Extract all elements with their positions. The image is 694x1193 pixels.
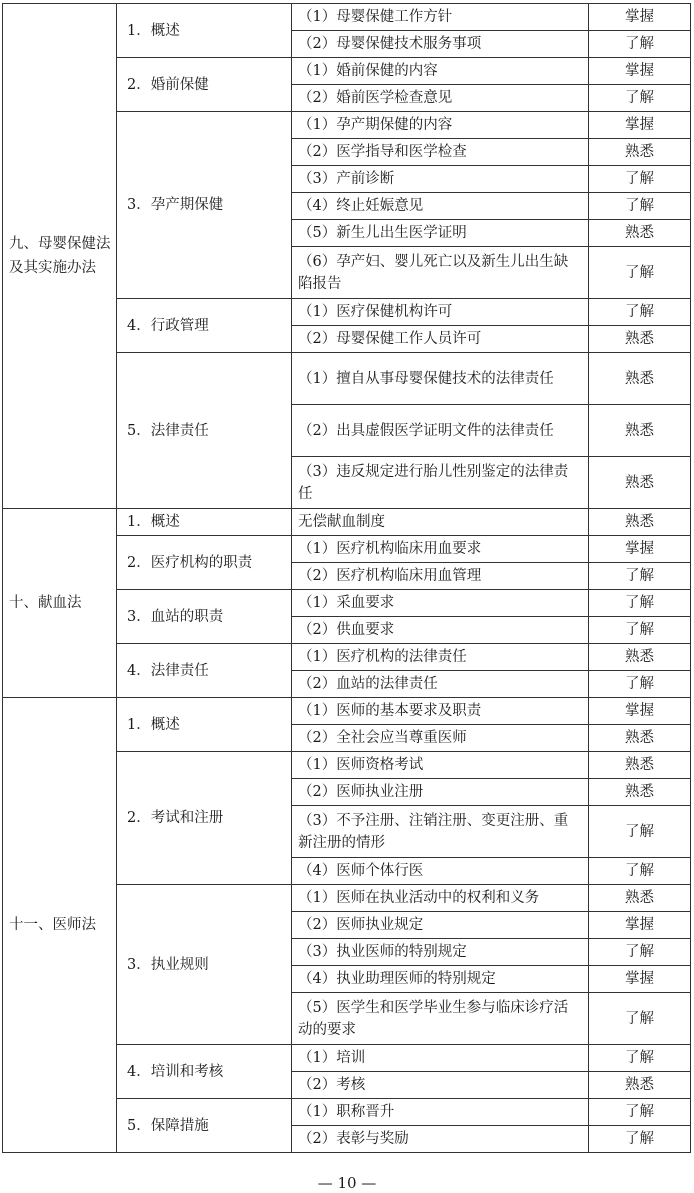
item-text: （1）孕产期保健的内容 — [292, 112, 589, 139]
section-title: 九、母婴保健法及其实施办法 — [3, 4, 117, 509]
requirement-level: 熟悉 — [589, 353, 691, 405]
item-text: （1）医疗保健机构许可 — [292, 299, 589, 326]
requirement-level: 了解 — [589, 671, 691, 698]
item-text: （2）考核 — [292, 1072, 589, 1099]
requirement-level: 熟悉 — [589, 885, 691, 912]
requirement-level: 熟悉 — [589, 220, 691, 247]
requirement-level: 了解 — [589, 563, 691, 590]
requirement-level: 了解 — [589, 1045, 691, 1072]
item-text: （5）医学生和医学毕业生参与临床诊疗活动的要求 — [292, 993, 589, 1045]
item-text: （2）供血要求 — [292, 617, 589, 644]
section-title: 十一、医师法 — [3, 698, 117, 1153]
group-title: 2．婚前保健 — [117, 58, 292, 112]
item-text: （1）医疗机构临床用血要求 — [292, 536, 589, 563]
section-title: 十、献血法 — [3, 509, 117, 698]
item-text: （1）婚前保健的内容 — [292, 58, 589, 85]
item-text: （2）医学指导和医学检查 — [292, 139, 589, 166]
requirement-level: 掌握 — [589, 58, 691, 85]
group-title: 1．概述 — [117, 698, 292, 752]
requirement-level: 掌握 — [589, 4, 691, 31]
requirement-level: 熟悉 — [589, 1072, 691, 1099]
item-text: （2）医师执业注册 — [292, 779, 589, 806]
requirement-level: 了解 — [589, 85, 691, 112]
requirement-level: 了解 — [589, 858, 691, 885]
requirement-level: 了解 — [589, 590, 691, 617]
requirement-level: 熟悉 — [589, 779, 691, 806]
requirement-level: 了解 — [589, 166, 691, 193]
requirement-level: 了解 — [589, 993, 691, 1045]
item-text: （2）母婴保健技术服务事项 — [292, 31, 589, 58]
item-text: （2）血站的法律责任 — [292, 671, 589, 698]
item-text: （2）表彰与奖励 — [292, 1126, 589, 1153]
syllabus-table — [2, 3, 691, 1153]
item-text: （4）执业助理医师的特别规定 — [292, 966, 589, 993]
table-row — [3, 4, 691, 31]
group-title: 1．概述 — [117, 509, 292, 536]
group-title: 1．概述 — [117, 4, 292, 58]
group-title: 3．执业规则 — [117, 885, 292, 1045]
requirement-level: 熟悉 — [589, 752, 691, 779]
item-text: （1）医师资格考试 — [292, 752, 589, 779]
table-row — [3, 698, 691, 725]
requirement-level: 掌握 — [589, 112, 691, 139]
item-text: （3）执业医师的特别规定 — [292, 939, 589, 966]
item-text: （1）职称晋升 — [292, 1099, 589, 1126]
requirement-level: 了解 — [589, 806, 691, 858]
item-text: （2）全社会应当尊重医师 — [292, 725, 589, 752]
requirement-level: 了解 — [589, 939, 691, 966]
requirement-level: 了解 — [589, 1126, 691, 1153]
group-title: 4．行政管理 — [117, 299, 292, 353]
item-text: （6）孕产妇、婴儿死亡以及新生儿出生缺陷报告 — [292, 247, 589, 299]
requirement-level: 熟悉 — [589, 725, 691, 752]
group-title: 4．法律责任 — [117, 644, 292, 698]
item-text: （5）新生儿出生医学证明 — [292, 220, 589, 247]
requirement-level: 掌握 — [589, 536, 691, 563]
item-text: （3）产前诊断 — [292, 166, 589, 193]
group-title: 3．孕产期保健 — [117, 112, 292, 299]
item-text: （3）不予注册、注销注册、变更注册、重新注册的情形 — [292, 806, 589, 858]
item-text: （1）擅自从事母婴保健技术的法律责任 — [292, 353, 589, 405]
item-text: （1）采血要求 — [292, 590, 589, 617]
requirement-level: 熟悉 — [589, 509, 691, 536]
item-text: （3）违反规定进行胎儿性别鉴定的法律责任 — [292, 457, 589, 509]
group-title: 5．法律责任 — [117, 353, 292, 509]
group-title: 5．保障措施 — [117, 1099, 292, 1153]
item-text: （1）医疗机构的法律责任 — [292, 644, 589, 671]
requirement-level: 掌握 — [589, 966, 691, 993]
requirement-level: 掌握 — [589, 912, 691, 939]
requirement-level: 熟悉 — [589, 644, 691, 671]
table-row — [3, 509, 691, 536]
requirement-level: 了解 — [589, 193, 691, 220]
item-text: （1）医师在执业活动中的权利和义务 — [292, 885, 589, 912]
syllabus-table-body — [3, 4, 691, 1153]
item-text: （1）医师的基本要求及职责 — [292, 698, 589, 725]
requirement-level: 了解 — [589, 617, 691, 644]
group-title: 2．医疗机构的职责 — [117, 536, 292, 590]
item-text: （2）医师执业规定 — [292, 912, 589, 939]
item-text: （1）培训 — [292, 1045, 589, 1072]
group-title: 4．培训和考核 — [117, 1045, 292, 1099]
item-text: （4）终止妊娠意见 — [292, 193, 589, 220]
page-number: — 10 — — [317, 1174, 377, 1192]
item-text: （4）医师个体行医 — [292, 858, 589, 885]
item-text: （2）医疗机构临床用血管理 — [292, 563, 589, 590]
requirement-level: 熟悉 — [589, 139, 691, 166]
item-text: （2）婚前医学检查意见 — [292, 85, 589, 112]
requirement-level: 熟悉 — [589, 457, 691, 509]
requirement-level: 熟悉 — [589, 405, 691, 457]
requirement-level: 了解 — [589, 31, 691, 58]
requirement-level: 掌握 — [589, 698, 691, 725]
requirement-level: 了解 — [589, 299, 691, 326]
item-text: （2）母婴保健工作人员许可 — [292, 326, 589, 353]
item-text: 无偿献血制度 — [292, 509, 589, 536]
item-text: （2）出具虚假医学证明文件的法律责任 — [292, 405, 589, 457]
group-title: 2．考试和注册 — [117, 752, 292, 885]
group-title: 3．血站的职责 — [117, 590, 292, 644]
requirement-level: 熟悉 — [589, 326, 691, 353]
requirement-level: 了解 — [589, 1099, 691, 1126]
requirement-level: 了解 — [589, 247, 691, 299]
item-text: （1）母婴保健工作方针 — [292, 4, 589, 31]
